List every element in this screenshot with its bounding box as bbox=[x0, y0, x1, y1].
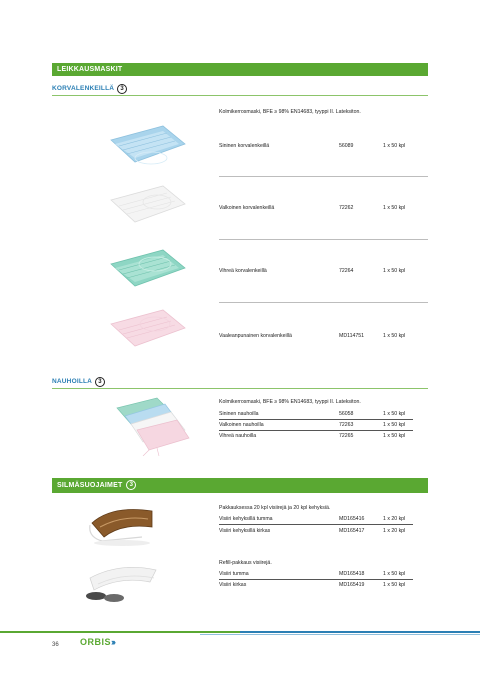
product-row-code: 72264 bbox=[339, 268, 354, 274]
product-row-name: Visiiri kehyksillä tumma bbox=[219, 516, 273, 522]
product-row-name: Visiiri kirkas bbox=[219, 582, 247, 588]
product-description: Kolmikerrosmaski, BFE ≥ 98% EN14683, tyyppi II. Lateksiton. bbox=[219, 399, 361, 405]
visor-refill-image bbox=[80, 558, 164, 606]
product-row-name: Sininen nauhoilla bbox=[219, 411, 259, 417]
product-row-code: 56058 bbox=[339, 411, 354, 417]
product-row-qty: 1 x 50 kpl bbox=[383, 433, 406, 439]
product-row-qty: 1 x 50 kpl bbox=[383, 582, 406, 588]
divider bbox=[219, 239, 428, 240]
product-row-code: MD165416 bbox=[339, 516, 365, 522]
divider bbox=[52, 388, 428, 389]
chevrons-icon: ››› bbox=[111, 637, 115, 647]
mask-white-image bbox=[105, 182, 189, 234]
footer-stripe-thin bbox=[200, 634, 480, 635]
product-row-name: Visiiri tumma bbox=[219, 571, 249, 577]
subsection-title: NAUHOILLA bbox=[52, 378, 93, 385]
divider bbox=[219, 302, 428, 303]
product-row-qty: 1 x 50 kpl bbox=[383, 143, 406, 149]
mask-green-image bbox=[105, 246, 189, 298]
product-row-name: Valkoinen nauhoilla bbox=[219, 422, 264, 428]
divider bbox=[219, 176, 428, 177]
product-row-qty: 1 x 20 kpl bbox=[383, 528, 406, 534]
subsection-nauhoilla bbox=[52, 377, 105, 387]
product-row-code: MD165417 bbox=[339, 528, 365, 534]
badge-three-icon: 3 bbox=[95, 377, 105, 387]
product-row-name: Visiiri kehyksillä kirkas bbox=[219, 528, 271, 534]
mask-pink-image bbox=[105, 306, 189, 358]
product-row-code: 72265 bbox=[339, 433, 354, 439]
product-row-code: MD165419 bbox=[339, 582, 365, 588]
product-row-name: Vihreä korvalenkeillä bbox=[219, 268, 267, 274]
product-row-name: Vaaleanpunainen korvalenkeillä bbox=[219, 333, 292, 339]
visor-with-frame-image bbox=[82, 497, 166, 549]
orbis-logo: ORBIS››› bbox=[80, 637, 115, 647]
page-number: 36 bbox=[52, 642, 59, 648]
subsection-korvalenkeilla bbox=[52, 84, 127, 94]
product-row-qty: 1 x 50 kpl bbox=[383, 268, 406, 274]
product-row-qty: 1 x 50 kpl bbox=[383, 205, 406, 211]
product-description: Pakkauksessa 20 kpl visiirejä ja 20 kpl kehyksiä. bbox=[219, 505, 331, 511]
section-title: LEIKKAUSMASKIT bbox=[57, 66, 123, 73]
product-row-code: 56089 bbox=[339, 143, 354, 149]
product-row-qty: 1 x 20 kpl bbox=[383, 516, 406, 522]
product-row-qty: 1 x 50 kpl bbox=[383, 333, 406, 339]
badge-three-icon: 3 bbox=[117, 84, 127, 94]
section-title: SILMÄSUOJAIMET bbox=[57, 482, 123, 489]
product-row-code: MD114751 bbox=[339, 333, 364, 339]
badge-three-icon: 3 bbox=[126, 480, 136, 490]
divider bbox=[52, 95, 428, 96]
product-description: Kolmikerrosmaski, BFE ≥ 98% EN14683, tyyppi II. Lateksiton. bbox=[219, 109, 361, 115]
mask-blue-image bbox=[105, 122, 189, 174]
footer-stripe-green bbox=[0, 631, 240, 633]
divider bbox=[219, 430, 413, 431]
product-row-qty: 1 x 50 kpl bbox=[383, 571, 406, 577]
product-row-qty: 1 x 50 kpl bbox=[383, 411, 406, 417]
product-row-code: 72263 bbox=[339, 422, 354, 428]
product-row-code: 72262 bbox=[339, 205, 354, 211]
divider bbox=[219, 524, 413, 525]
product-row-name: Vihreä nauhoilla bbox=[219, 433, 257, 439]
divider bbox=[219, 579, 413, 580]
masks-tie-image bbox=[113, 394, 193, 456]
section-header-leikkausmaskit bbox=[52, 63, 428, 76]
footer-stripe-blue bbox=[240, 631, 480, 633]
product-row-name: Valkoinen korvalenkeillä bbox=[219, 205, 275, 211]
subsection-title: KORVALENKEILLÄ bbox=[52, 85, 115, 92]
divider bbox=[219, 419, 413, 420]
section-header-silmasuojaimet bbox=[52, 478, 428, 493]
product-description: Refill-pakkaus visiirejä. bbox=[219, 560, 272, 566]
product-row-code: MD165418 bbox=[339, 571, 365, 577]
product-row-name: Sininen korvalenkeillä bbox=[219, 143, 270, 149]
product-row-qty: 1 x 50 kpl bbox=[383, 422, 406, 428]
